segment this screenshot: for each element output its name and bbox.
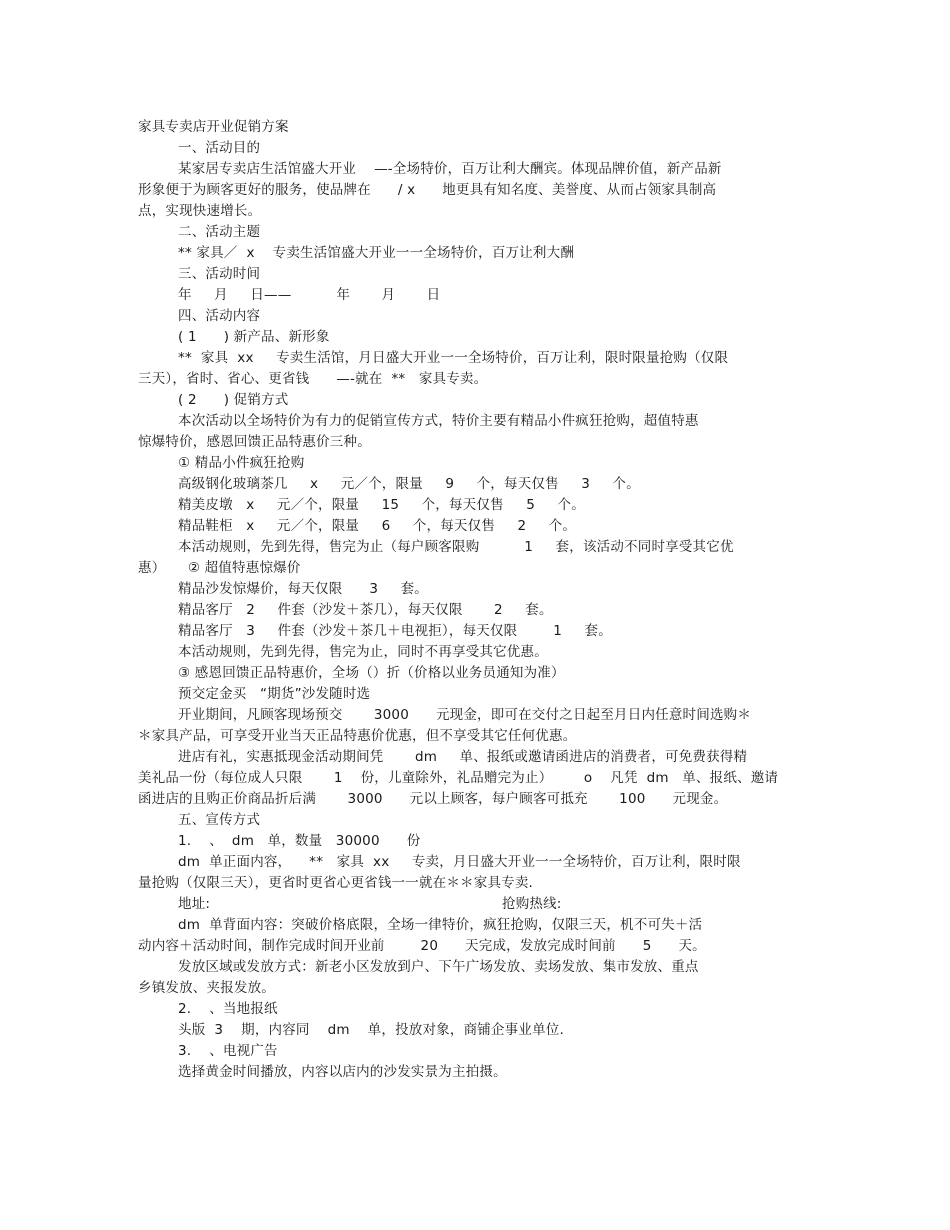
paragraph-line: 精品鞋柜 x 元／个，限量 6 个，每天仅售 2 个。 [178,518,577,534]
paragraph-line: 预交定金买 “期货”沙发随时选 [178,686,371,702]
paragraph-line: dm 单背面内容：突破价格底限，全场一律特价，疯狂抢购，仅限三天，机不可失＋活 [178,917,703,933]
paragraph-line: 精品客厅 2 件套（沙发＋茶几），每天仅限 2 套。 [178,602,553,618]
paragraph-line: 惠） ② 超值特惠惊爆价 [138,560,301,576]
paragraph-line: 精品客厅 3 件套（沙发＋茶几＋电视拒），每天仅限 1 套。 [178,623,612,639]
paragraph-line: 精美皮墩 x 元／个，限量 15 个，每天仅售 5 个。 [178,497,585,513]
paragraph-line: 精品沙发惊爆价，每天仅限 3 套。 [178,581,428,597]
subsection-heading: ③ 感恩回馈正品特惠价，全场（）折（价格以业务员通知为准） [178,665,565,681]
paragraph-line: 形象便于为顾客更好的服务，使品牌在 / x 地更具有知名度、美誉度、从而占领家具制高 [138,182,717,198]
paragraph-line: 乡镇发放、夹报发放。 [138,980,275,996]
paragraph-line: 开业期间，凡顾客现场预交 3000 元现金，即可在交付之日起至月日内任意时间选购＊ [178,707,752,723]
section-heading: 二、活动主题 [178,224,261,240]
section-heading: 一、活动目的 [178,140,261,156]
paragraph-line: ** 家具／ x 专卖生活馆盛大开业一一全场特价，百万让利大酬 [178,245,575,261]
paragraph-line: 某家居专卖店生活馆盛大开业 —-全场特价，百万让利大酬宾。体现品牌价值，新产品新 [178,161,722,177]
paragraph-line: 本活动规则，先到先得，售完为止（每户顾客限购 1 套，该活动不同时享受其它优 [178,539,734,555]
paragraph-line: 三天），省时、省心、更省钱 —-就在 ** 家具专卖。 [138,371,488,387]
subsection-heading: 2. 、当地报纸 [178,1001,278,1017]
paragraph-line: 年 月 日—— 年 月 日 [178,287,441,303]
paragraph-line: 动内容＋活动时间，制作完成时间开业前 20 天完成，发放完成时间前 5 天。 [138,938,706,954]
section-heading: 四、活动内容 [178,308,261,324]
document-title: 家具专卖店开业促销方案 [138,119,289,135]
paragraph-line: ** 家具 xx 专卖生活馆，月日盛大开业一一全场特价，百万让利，限时限量抢购（仅限 [178,350,729,366]
paragraph-line: 发放区域或发放方式：新老小区发放到户、下午广场发放、卖场发放、集市发放、重点 [178,959,699,975]
paragraph-line: 高级钢化玻璃茶几 x 元／个，限量 9 个，每天仅售 3 个。 [178,476,640,492]
paragraph-line: 选择黄金时间播放，内容以店内的沙发实景为主拍摄。 [178,1064,507,1080]
address-label: 地址: [178,896,211,912]
subsection-heading: ( 1 ) 新产品、新形象 [178,329,330,345]
paragraph-line: dm 单正面内容， ** 家具 xx 专卖，月日盛大开业一一全场特价，百万让利，限时限 [178,854,741,870]
paragraph-line: 点，实现快速增长。 [138,203,262,219]
subsection-heading: 3. 、电视广告 [178,1043,278,1059]
subsection-heading: ( 2 ) 促销方式 [178,392,289,408]
subsection-heading: ① 精品小件疯狂抢购 [178,455,305,471]
paragraph-line: 本活动规则，先到先得，售完为止，同时不再享受其它优惠。 [178,644,548,660]
paragraph-line: 惊爆特价，感恩回馈正品特惠价三种。 [138,434,371,450]
paragraph-line: 美礼品一份（每位成人只限 1 份，儿童除外，礼品赠完为止） o 凡凭 dm 单、报纸、邀请 [138,770,779,786]
paragraph-line: 头版 3 期，内容同 dm 单，投放对象，商铺企事业单位. [178,1022,564,1038]
hotline-label: 抢购热线: [502,896,562,912]
paragraph-line: 本次活动以全场特价为有力的促销宣传方式，特价主要有精品小件疯狂抢购，超值特惠 [178,413,699,429]
paragraph-line: 函进店的且购正价商品折后满 3000 元以上顾客，每户顾客可抵充 100 元现金。 [138,791,728,807]
paragraph-line: ＊家具产品，可享受开业当天正品特惠价优惠，但不享受其它任何优惠。 [138,728,577,744]
section-heading: 五、宣传方式 [178,812,261,828]
paragraph-line: 1. 、 dm 单，数量 30000 份 [178,833,421,849]
paragraph-line: 量抢购（仅限三天），更省时更省心更省钱一一就在＊＊家具专卖. [138,875,534,891]
paragraph-line: 进店有礼，实惠抵现金活动期间凭 dm 单、报纸或邀请函进店的消费者，可免费获得精 [178,749,748,765]
section-heading: 三、活动时间 [178,266,261,282]
